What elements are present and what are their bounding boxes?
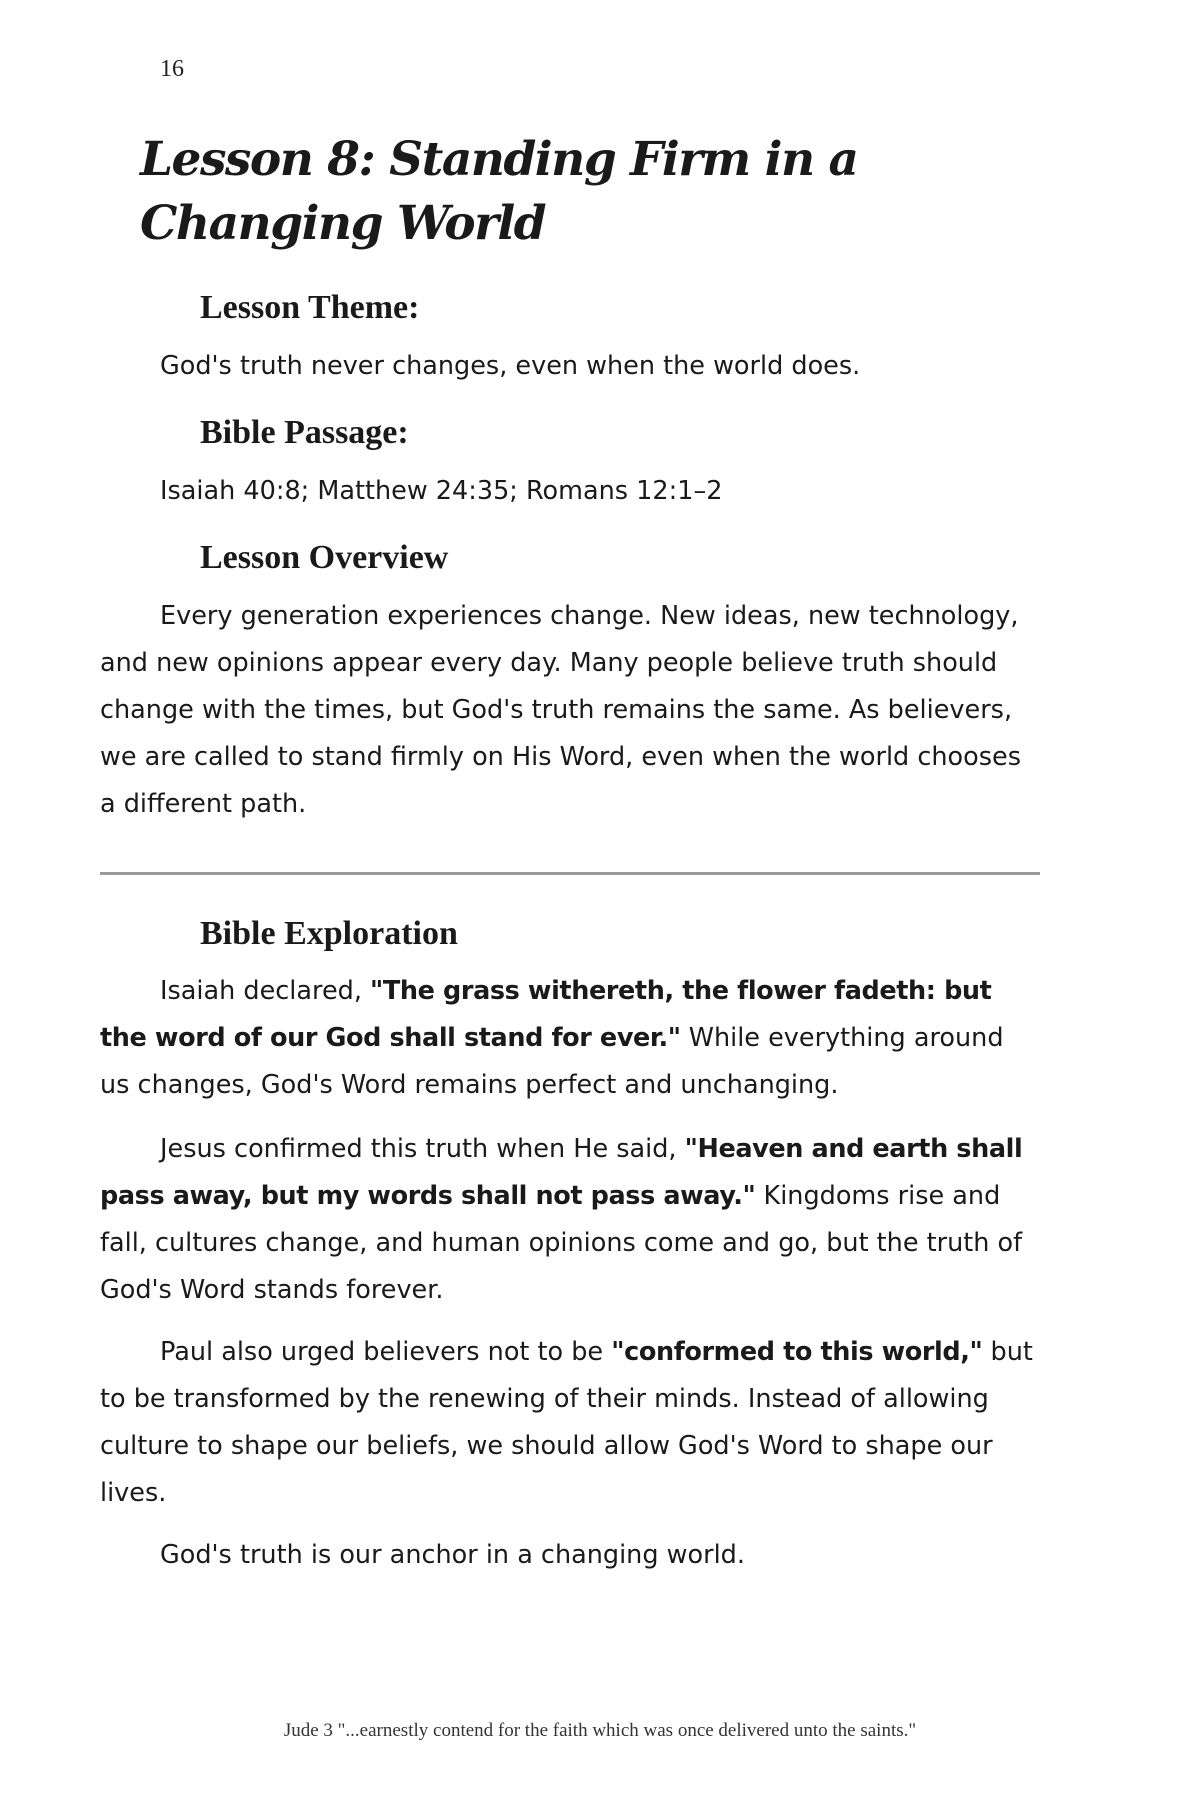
page-number: 16 [160, 56, 184, 82]
section-divider [100, 872, 1040, 875]
footer-quote: Jude 3 "...earnestly contend for the faith which was once delivered unto the saints." [283, 1720, 917, 1741]
scripture-quote: "conformed to this world," [611, 1337, 983, 1367]
scripture-quote: "Heaven and earth shall pass away, but my words shall not pass away." [100, 1134, 1023, 1211]
lesson-theme-heading: Lesson Theme: [200, 289, 420, 326]
paragraph-text: Paul also urged believers not to be [160, 1337, 612, 1367]
bible-passage-heading: Bible Passage: [200, 414, 409, 451]
lesson-overview-heading: Lesson Overview [200, 539, 449, 576]
paragraph-text: Kingdoms rise and fall, cultures change, and human opinions come and go, but the truth of God's Word stands forever. [100, 1181, 1023, 1305]
exploration-paragraph-jesus [100, 1126, 1040, 1314]
bible-exploration-heading: Bible Exploration [200, 915, 458, 952]
exploration-paragraph-anchor: God's truth is our anchor in a changing world. [160, 1540, 745, 1570]
paragraph-text: but to be transformed by the renewing of their minds. Instead of allowing culture to shape our beliefs, we should allow God's Word to shape our lives. [100, 1337, 1033, 1508]
lesson-theme-text: God's truth never changes, even when the world does. [160, 351, 861, 381]
lesson-title: Lesson 8: Standing Firm in a Changing World [140, 132, 858, 251]
paragraph-text: Jesus confirmed this truth when He said, [160, 1134, 685, 1164]
exploration-paragraph-isaiah [100, 968, 1040, 1109]
paragraph-text: Isaiah declared, [160, 976, 371, 1006]
scripture-quote: "The grass withereth, the flower fadeth: but the word of our God shall stand for ever." [100, 976, 992, 1053]
bible-passage-text: Isaiah 40:8; Matthew 24:35; Romans 12:1–2 [160, 476, 723, 506]
exploration-paragraph-paul [100, 1329, 1040, 1517]
lesson-overview-text: Every generation experiences change. New ideas, new technology, and new opinions appear every day. Many people believe truth should change with the times, but God's truth remains the same. As believers, we are called to stand firmly on His Word, even when the world chooses a different path. [100, 601, 1021, 819]
paragraph-text: While everything around us changes, God's Word remains perfect and unchanging. [100, 1023, 1004, 1100]
